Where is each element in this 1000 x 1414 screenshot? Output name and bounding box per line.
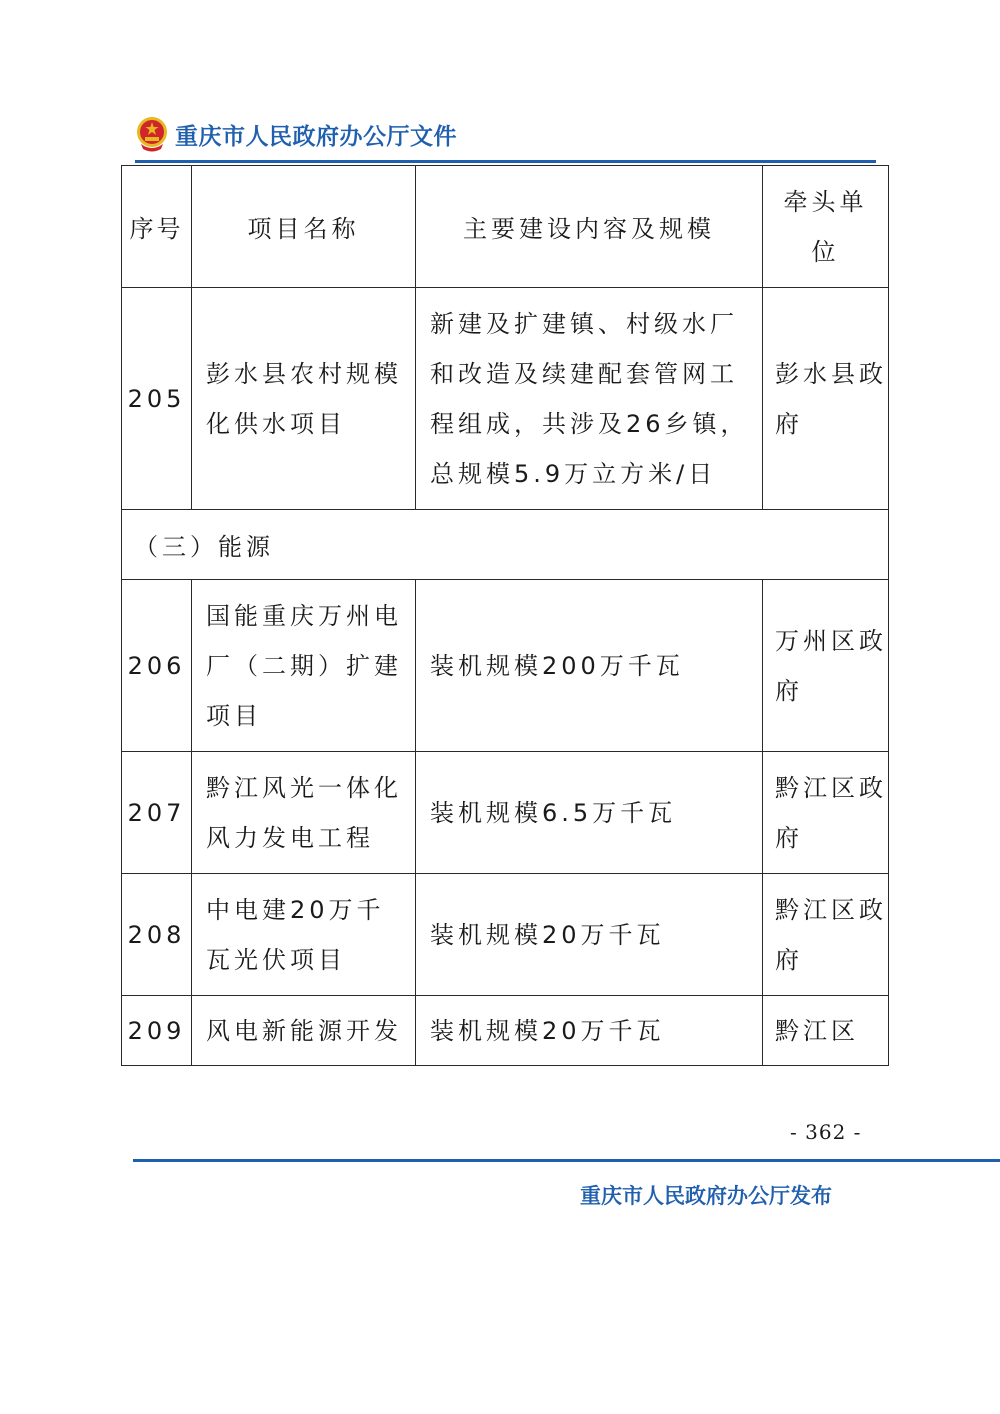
row-no: 205: [122, 288, 192, 510]
header-title: 重庆市人民政府办公厅文件: [175, 122, 457, 150]
row-lead-unit: 黔江区政府: [763, 874, 889, 996]
row-lead-unit: 万州区政府: [763, 580, 889, 752]
table-row: [122, 874, 889, 996]
row-no: 207: [122, 752, 192, 874]
project-table: [121, 165, 889, 1066]
row-project-name: 中电建20万千瓦光伏项目: [192, 874, 416, 996]
column-header-name: 项目名称: [192, 166, 416, 288]
column-header-no: 序号: [122, 166, 192, 288]
header-divider: [135, 160, 876, 163]
section-title: （三）能源: [122, 510, 889, 580]
row-content: 新建及扩建镇、村级水厂和改造及续建配套管网工程组成，共涉及26乡镇，总规模5.9万立方米/日: [416, 288, 763, 510]
document-header: [135, 112, 457, 156]
footer-publisher: 重庆市人民政府办公厅发布: [580, 1183, 832, 1208]
row-content: 装机规模200万千瓦: [416, 580, 763, 752]
column-header-unit: 牵头单位: [763, 166, 889, 288]
table-row: [122, 288, 889, 510]
row-content: 装机规模6.5万千瓦: [416, 752, 763, 874]
row-lead-unit: 黔江区政府: [763, 752, 889, 874]
row-content: 装机规模20万千瓦: [416, 996, 763, 1066]
row-project-name: 国能重庆万州电厂（二期）扩建项目: [192, 580, 416, 752]
table-header-row: [122, 166, 889, 288]
footer-divider: [133, 1159, 1000, 1162]
row-project-name: 彭水县农村规模化供水项目: [192, 288, 416, 510]
column-header-content: 主要建设内容及规模: [416, 166, 763, 288]
row-lead-unit: 黔江区: [763, 996, 889, 1066]
row-no: 206: [122, 580, 192, 752]
table-row: [122, 580, 889, 752]
table-section-row: [122, 510, 889, 580]
row-project-name: 风电新能源开发: [192, 996, 416, 1066]
page-number: - 362 -: [790, 1120, 862, 1144]
row-content: 装机规模20万千瓦: [416, 874, 763, 996]
row-no: 208: [122, 874, 192, 996]
national-emblem-icon: [135, 116, 169, 152]
row-lead-unit: 彭水县政府: [763, 288, 889, 510]
table-row: [122, 752, 889, 874]
table-row: [122, 996, 889, 1066]
row-project-name: 黔江风光一体化风力发电工程: [192, 752, 416, 874]
row-no: 209: [122, 996, 192, 1066]
